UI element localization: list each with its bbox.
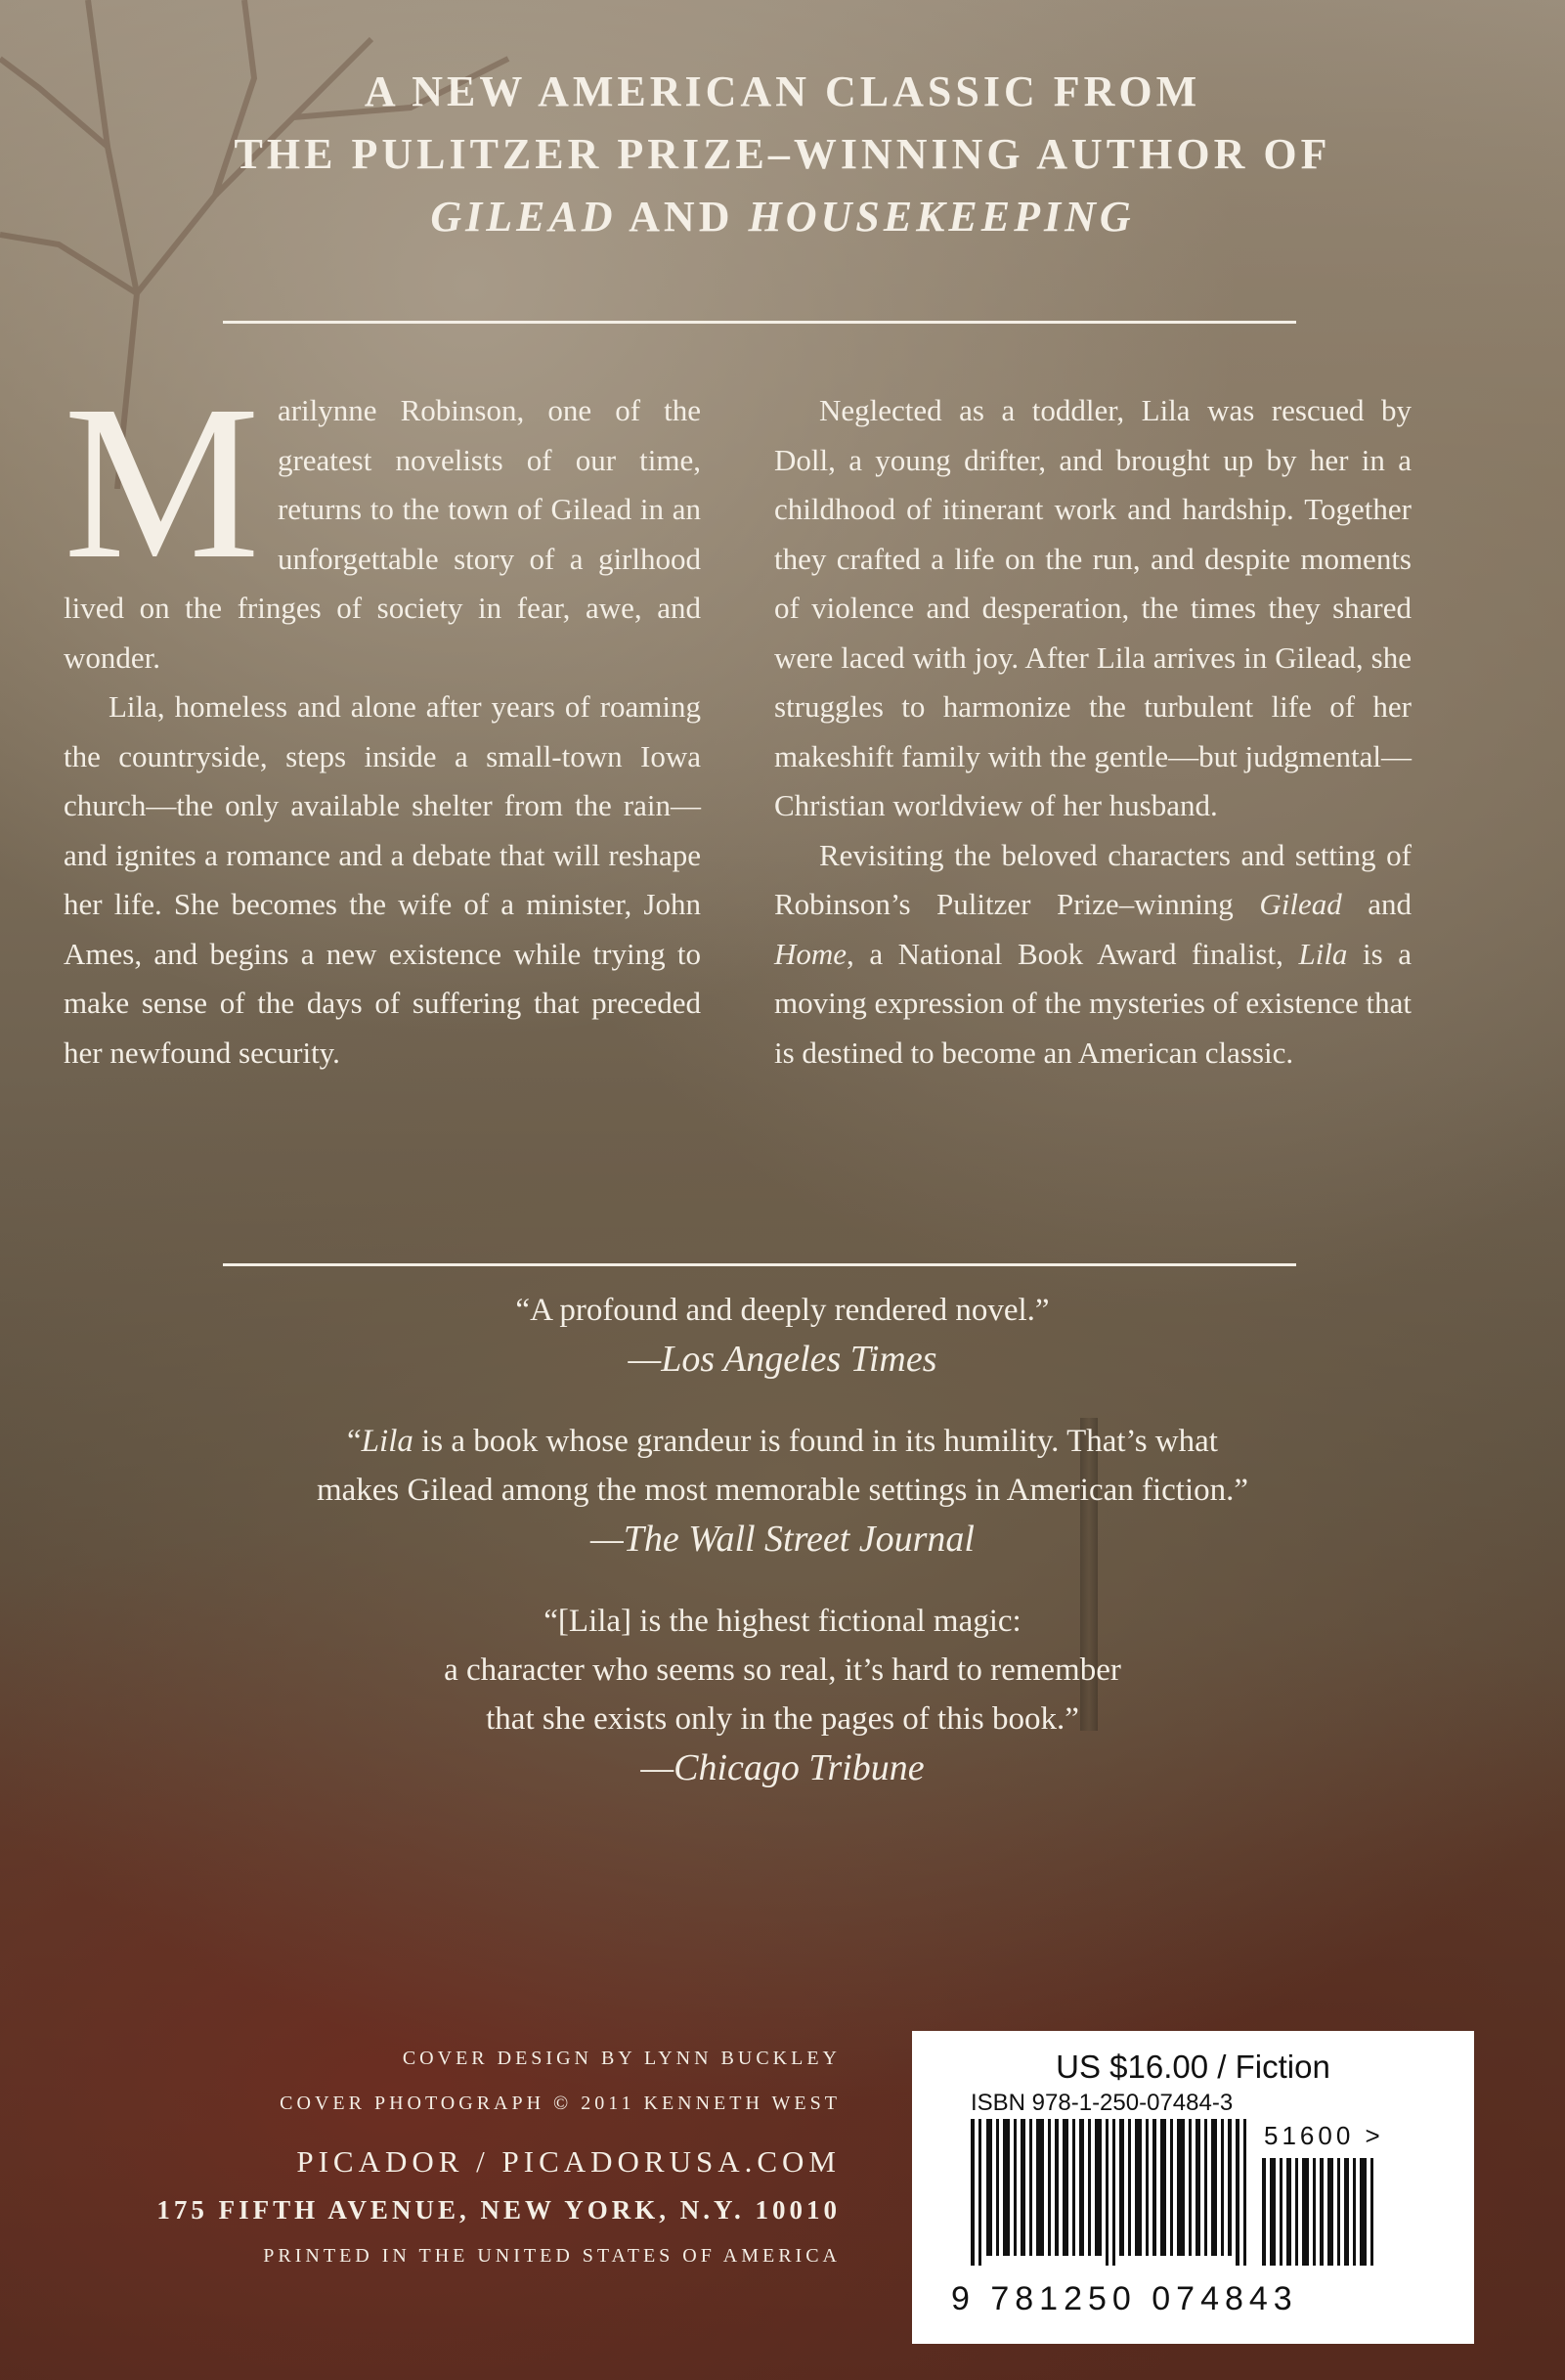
right-p2-part-d: is a moving expression of the mysteries of existence that is destined to become an American classic. [774, 936, 1412, 1070]
left-paragraph-2: Lila, homeless and alone after years of roaming the countryside, steps inside a small-town Iowa church—the only available shelter from the rain—and ignites a romance and a debate that will reshape her life. She becomes the wife of a minister, John Ames, and begins a new existence while trying to make sense of the days of suffering that preceded her newfound security. [64, 689, 701, 1070]
quote-3-line-2: a character who seems so real, it’s hard to remember [444, 1653, 1121, 1688]
left-column [64, 360, 701, 1078]
credit-cover-design: COVER DESIGN BY LYNN BUCKLEY [402, 2048, 841, 2069]
tagline-line-2: THE PULITZER PRIZE–WINNING AUTHOR OF [234, 130, 1331, 178]
publisher-line: PICADOR / PICADORUSA.COM [296, 2144, 841, 2179]
right-p2-lila: Lila [1298, 936, 1348, 971]
quote-2-source: —The Wall Street Journal [589, 1519, 975, 1560]
left-paragraph-1 [64, 360, 701, 683]
credit-cover-photo: COVER PHOTOGRAPH © 2011 KENNETH WEST [280, 2093, 841, 2114]
quote-2-open: “ [347, 1424, 362, 1459]
tagline [0, 61, 1565, 248]
price-label: US $16.00 / Fiction [1056, 2049, 1330, 2085]
quote-2-lila: Lila [361, 1424, 413, 1459]
tagline-and: AND [616, 193, 749, 241]
review-quotes [0, 1286, 1565, 1826]
quote-1-text: “A profound and deeply rendered novel.” [515, 1293, 1050, 1328]
quote-2-line-1 [0, 1417, 1565, 1466]
publisher-address: 175 FIFTH AVENUE, NEW YORK, N.Y. 10010 [156, 2195, 841, 2225]
isbn-label: ISBN 978-1-250-07484-3 [971, 2090, 1234, 2116]
quote-3-source: —Chicago Tribune [640, 1747, 925, 1788]
right-paragraph-2 [774, 831, 1412, 1079]
middle-divider [223, 1263, 1296, 1266]
top-divider [223, 321, 1296, 324]
barcode-addon-digits: 51600 > [1264, 2121, 1384, 2150]
right-p2-part-c: , a National Book Award finalist, [847, 936, 1299, 971]
quote-3-line-1: “[Lila] is the highest fictional magic: [543, 1604, 1022, 1639]
barcode-panel [912, 2031, 1474, 2344]
tagline-line-3 [0, 186, 1565, 248]
quote-los-angeles-times [0, 1286, 1565, 1384]
drop-cap: M [64, 360, 260, 604]
right-p2-gilead: Gilead [1259, 887, 1342, 921]
quote-chicago-tribune [0, 1597, 1565, 1792]
quote-3-line-3: that she exists only in the pages of this book.” [486, 1701, 1079, 1737]
right-paragraph-1: Neglected as a toddler, Lila was rescued by Doll, a young drifter, and brought up by her in a childhood of itinerant work and hardship. Together they crafted a life on the run, and despite moments of violence and desperation, the times they shared were laced with joy. After Lila arrives in Gilead, she struggles to harmonize the turbulent life of her makeshift family with the gentle—but judgmental—Christian worldview of her husband. [774, 393, 1412, 822]
right-column [774, 386, 1412, 1078]
printed-in: PRINTED IN THE UNITED STATES OF AMERICA [263, 2245, 841, 2267]
credits [59, 2036, 841, 2278]
quote-1-source: —Los Angeles Times [628, 1339, 937, 1380]
right-p2-part-b: and [1341, 887, 1413, 921]
tagline-title-housekeeping: HOUSEKEEPING [748, 193, 1135, 241]
right-p2-part-a: Revisiting the beloved characters and setting of Robinson’s Pulitzer Prize–winning [774, 837, 1412, 921]
left-paragraph-1-text: arilynne Robinson, one of the greatest novelists of our time, returns to the town of Gilead in an unforgettable story of a girlhood lived on the fringes of society in fear, awe, and wonder. [64, 393, 701, 675]
barcode-digits: 9 781250 074843 [951, 2280, 1298, 2317]
tagline-title-gilead: GILEAD [430, 193, 617, 241]
right-p2-home: Home [774, 936, 848, 971]
quote-2-line-2: makes Gilead among the most memorable settings in American fiction.” [316, 1473, 1249, 1508]
tagline-line-1: A NEW AMERICAN CLASSIC FROM [364, 67, 1201, 115]
quote-wall-street-journal [0, 1417, 1565, 1564]
quote-2-line-1-rest: is a book whose grandeur is found in its humility. That’s what [413, 1424, 1218, 1459]
